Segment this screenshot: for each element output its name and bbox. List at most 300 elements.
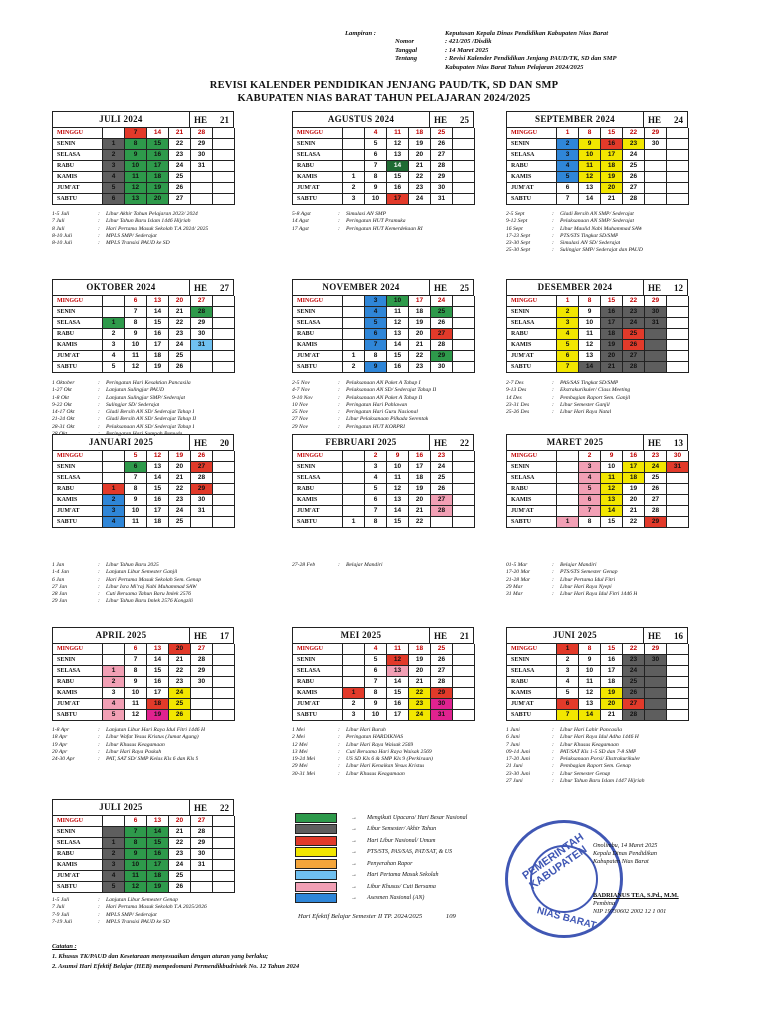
signature-block: Onolimbu, 14 Maret 2025 Kepala Dinas Pendidikan Kabupaten Nias Barat BADRIANUS TEA, S.Pd., M.M. Pembina NIP 19730602 2002 12 1 001 <box>593 842 679 915</box>
date-cell: 28 <box>431 506 453 517</box>
date-cell <box>343 318 365 329</box>
date-cell: 19 <box>147 710 169 721</box>
date-cell: 12 <box>387 318 409 329</box>
month-name: JANUARI 2025 <box>88 437 154 447</box>
date-cell: 15 <box>387 172 409 183</box>
date-cell: 24 <box>623 666 645 677</box>
date-cell: 31 <box>431 710 453 721</box>
date-cell <box>343 495 365 506</box>
date-cell: 4 <box>579 473 601 484</box>
date-cell: 27 <box>431 329 453 340</box>
date-cell: 4 <box>365 128 387 139</box>
date-cell: 20 <box>409 150 431 161</box>
day-label: JUM'AT <box>293 183 343 194</box>
date-cell <box>453 161 475 172</box>
event-item: 8-10 Juli : MPLS SMP/ Sederajat <box>52 232 157 239</box>
date-cell <box>213 816 235 827</box>
day-label: SABTU <box>53 517 103 528</box>
date-cell: 18 <box>409 128 431 139</box>
date-cell <box>667 150 689 161</box>
date-cell: 1 <box>103 484 125 495</box>
date-cell: 17 <box>387 710 409 721</box>
date-cell: 14 <box>147 307 169 318</box>
day-label: SABTU <box>293 710 343 721</box>
date-cell: 6 <box>579 495 601 506</box>
day-label: KAMIS <box>53 860 103 871</box>
date-cell: 28 <box>623 194 645 205</box>
date-cell: 20 <box>169 462 191 473</box>
date-cell <box>103 296 125 307</box>
date-cell: 6 <box>125 462 147 473</box>
date-cell: 30 <box>667 451 689 462</box>
date-cell <box>667 307 689 318</box>
date-cell: 8 <box>579 128 601 139</box>
date-cell <box>453 150 475 161</box>
date-cell: 30 <box>191 849 213 860</box>
date-cell <box>645 710 667 721</box>
date-cell: 28 <box>431 161 453 172</box>
date-cell: 17 <box>387 194 409 205</box>
month-name: JULI 2024 <box>99 114 143 124</box>
event-list <box>292 727 532 778</box>
date-cell: 25 <box>431 128 453 139</box>
month-name: JUNI 2025 <box>553 630 597 640</box>
date-cell: 27 <box>623 351 645 362</box>
date-cell: 19 <box>409 655 431 666</box>
event-item: 1-5 Juli : Libur Akhir Tahun Pelajaran 2023/ 2024 <box>52 211 198 217</box>
date-cell: 24 <box>169 860 191 871</box>
day-label: SENIN <box>293 307 343 318</box>
date-cell: 4 <box>557 161 579 172</box>
day-label: SABTU <box>507 710 557 721</box>
date-cell: 3 <box>343 710 365 721</box>
date-cell: 20 <box>601 183 623 194</box>
date-cell: 27 <box>191 816 213 827</box>
date-cell <box>213 307 235 318</box>
date-cell: 7 <box>125 655 147 666</box>
event-item: 2-5 Nov : Pelaksanaan AN Paket A Tahap I <box>292 380 421 386</box>
date-cell: 28 <box>191 827 213 838</box>
date-cell: 2 <box>343 183 365 194</box>
date-cell: 27 <box>191 462 213 473</box>
date-cell: 8 <box>125 666 147 677</box>
date-cell: 24 <box>409 194 431 205</box>
date-cell: 19 <box>601 340 623 351</box>
date-cell <box>645 150 667 161</box>
date-cell: 28 <box>623 710 645 721</box>
date-cell <box>557 473 579 484</box>
date-cell <box>343 666 365 677</box>
date-cell: 21 <box>601 362 623 373</box>
date-cell <box>453 318 475 329</box>
date-cell <box>213 871 235 882</box>
date-cell: 8 <box>365 351 387 362</box>
date-cell <box>667 710 689 721</box>
date-cell <box>667 128 689 139</box>
date-cell <box>213 296 235 307</box>
month-calendar <box>52 799 234 893</box>
date-cell: 16 <box>147 150 169 161</box>
date-cell: 14 <box>147 655 169 666</box>
event-item: 1 Oktober : Peringatan Hari Kesaktian Pancasila <box>52 380 191 386</box>
date-cell <box>103 462 125 473</box>
date-cell <box>453 462 475 473</box>
date-cell <box>667 139 689 150</box>
date-cell <box>213 688 235 699</box>
event-list <box>292 380 532 431</box>
day-label: SABTU <box>53 194 103 205</box>
date-cell <box>667 351 689 362</box>
date-cell: 18 <box>409 644 431 655</box>
date-cell <box>453 307 475 318</box>
date-cell: 23 <box>623 139 645 150</box>
date-cell: 29 <box>645 644 667 655</box>
legend-swatch <box>295 824 337 834</box>
date-cell: 14 <box>579 710 601 721</box>
event-list <box>52 211 292 247</box>
date-cell: 25 <box>623 677 645 688</box>
date-cell <box>191 882 213 893</box>
date-cell: 24 <box>623 150 645 161</box>
date-cell: 16 <box>601 139 623 150</box>
date-cell <box>103 473 125 484</box>
date-cell <box>667 473 689 484</box>
date-cell: 9 <box>387 451 409 462</box>
event-list <box>52 727 292 763</box>
date-cell <box>645 161 667 172</box>
date-cell <box>453 517 475 528</box>
date-cell <box>191 351 213 362</box>
date-cell: 30 <box>191 150 213 161</box>
day-label: KAMIS <box>507 340 557 351</box>
date-cell <box>343 161 365 172</box>
date-cell <box>557 495 579 506</box>
event-item: 21 Juni : Pembagian Raport Sem. Genap <box>506 763 631 770</box>
date-cell <box>453 172 475 183</box>
date-cell: 2 <box>103 329 125 340</box>
day-label: KAMIS <box>293 688 343 699</box>
date-cell: 13 <box>579 183 601 194</box>
date-cell <box>667 484 689 495</box>
date-cell: 3 <box>103 860 125 871</box>
date-cell: 1 <box>343 172 365 183</box>
day-label: KAMIS <box>53 495 103 506</box>
event-item: 7 Juli : Hari Pertama Masuk Sekolah T.A 2025/2026 <box>52 904 207 911</box>
event-item: 23-31 Des : Libur Semester Ganjil <box>506 401 610 408</box>
date-cell <box>453 655 475 666</box>
date-cell: 10 <box>387 462 409 473</box>
date-cell: 17 <box>147 688 169 699</box>
date-cell <box>557 451 579 462</box>
date-cell: 25 <box>169 172 191 183</box>
date-cell: 16 <box>147 849 169 860</box>
date-cell: 21 <box>409 506 431 517</box>
date-cell: 19 <box>169 451 191 462</box>
date-cell: 7 <box>365 677 387 688</box>
month-calendar <box>506 434 688 528</box>
event-item: 1 Juni : Libur Hari Lahir Pancasila <box>506 727 623 733</box>
day-label: RABU <box>293 161 343 172</box>
date-cell <box>453 495 475 506</box>
date-cell: 26 <box>645 484 667 495</box>
date-cell: 5 <box>103 882 125 893</box>
date-cell: 4 <box>557 329 579 340</box>
month-name: AGUSTUS 2024 <box>327 114 395 124</box>
date-cell: 19 <box>409 318 431 329</box>
date-cell: 1 <box>343 517 365 528</box>
date-cell: 26 <box>623 688 645 699</box>
date-cell: 4 <box>365 644 387 655</box>
date-cell <box>213 849 235 860</box>
date-cell: 18 <box>147 871 169 882</box>
day-label: SELASA <box>293 473 343 484</box>
date-cell: 22 <box>409 172 431 183</box>
date-cell: 5 <box>365 318 387 329</box>
date-cell: 10 <box>125 506 147 517</box>
date-cell: 11 <box>125 517 147 528</box>
month-name: APRIL 2025 <box>95 630 147 640</box>
date-cell: 2 <box>103 495 125 506</box>
day-label: KAMIS <box>507 172 557 183</box>
date-cell: 16 <box>387 362 409 373</box>
day-label: SELASA <box>507 473 557 484</box>
date-cell: 26 <box>169 362 191 373</box>
day-label: SENIN <box>53 655 103 666</box>
date-cell: 23 <box>645 451 667 462</box>
event-item: 24-30 Apr : PAT, SAT SD/ SMP Kelas Kls 6 dan Kls 9 <box>52 756 199 763</box>
date-cell: 30 <box>191 495 213 506</box>
date-cell <box>213 183 235 194</box>
date-cell: 2 <box>557 655 579 666</box>
date-cell: 16 <box>601 655 623 666</box>
date-cell: 29 <box>645 128 667 139</box>
date-cell: 2 <box>365 451 387 462</box>
event-list <box>506 380 746 416</box>
date-cell: 28 <box>623 362 645 373</box>
date-cell: 17 <box>409 462 431 473</box>
date-cell <box>213 139 235 150</box>
effective-days: HE 17 <box>189 628 233 643</box>
date-cell <box>453 666 475 677</box>
date-cell: 23 <box>623 307 645 318</box>
date-cell <box>213 484 235 495</box>
date-cell <box>645 340 667 351</box>
day-label: JUM'AT <box>507 351 557 362</box>
date-cell <box>645 362 667 373</box>
date-cell: 21 <box>409 677 431 688</box>
date-cell <box>453 329 475 340</box>
date-cell: 14 <box>387 161 409 172</box>
effective-days: HE 21 <box>429 628 473 643</box>
legend-swatch <box>295 893 337 903</box>
day-label: SABTU <box>53 710 103 721</box>
date-cell: 11 <box>125 699 147 710</box>
month-calendar <box>292 111 474 205</box>
date-cell: 24 <box>169 340 191 351</box>
month-name: MARET 2025 <box>546 437 604 447</box>
date-cell: 9 <box>579 139 601 150</box>
date-cell <box>453 139 475 150</box>
date-cell: 12 <box>579 688 601 699</box>
notes: Catatan : 1. Khusus TK/PAUD dan Kesetaraan menyesuaikan dengan aturan yang berlaku; 2. Asumsi Hari Efektif Belajar (HEB) mempedomani Permendikbudristek No. 12 Tahun 2024 <box>52 943 300 970</box>
date-cell: 4 <box>103 172 125 183</box>
date-cell: 14 <box>147 128 169 139</box>
effective-days: HE 25 <box>429 280 473 295</box>
date-cell: 26 <box>169 183 191 194</box>
date-cell: 12 <box>387 139 409 150</box>
date-cell: 3 <box>343 194 365 205</box>
date-cell <box>667 318 689 329</box>
date-cell <box>343 150 365 161</box>
day-label: SENIN <box>507 307 557 318</box>
date-cell: 12 <box>579 172 601 183</box>
event-list <box>506 562 746 598</box>
day-label: SENIN <box>293 655 343 666</box>
date-cell: 1 <box>103 666 125 677</box>
date-cell: 4 <box>103 699 125 710</box>
date-cell: 16 <box>409 451 431 462</box>
date-cell <box>453 340 475 351</box>
day-label: SABTU <box>293 362 343 373</box>
date-cell <box>343 329 365 340</box>
date-cell: 3 <box>103 688 125 699</box>
date-cell: 23 <box>169 495 191 506</box>
date-cell: 11 <box>125 172 147 183</box>
date-cell <box>667 362 689 373</box>
event-item: 27 Nov : Libur Pelaksanaan Pilkada Serentak <box>292 416 429 423</box>
month-calendar <box>506 111 688 205</box>
date-cell: 23 <box>169 677 191 688</box>
legend-swatch <box>295 836 337 846</box>
date-cell: 20 <box>601 699 623 710</box>
date-cell: 13 <box>387 666 409 677</box>
month-calendar <box>506 627 688 721</box>
page-title: REVISI KALENDER PENDIDIKAN JENJANG PAUD/TK, SD DAN SMP <box>209 80 559 91</box>
event-list <box>292 562 532 569</box>
event-item: 23-30 Juni : Libur Semester Genap <box>506 770 611 777</box>
date-cell: 2 <box>103 677 125 688</box>
event-item: 30-31 Mei : Libur Khusus Keagamaan <box>292 770 405 777</box>
date-cell: 14 <box>387 677 409 688</box>
day-label: SELASA <box>507 150 557 161</box>
date-cell <box>453 506 475 517</box>
date-cell <box>191 517 213 528</box>
legend-swatch <box>295 882 337 892</box>
date-cell: 27 <box>191 296 213 307</box>
date-cell: 23 <box>169 150 191 161</box>
date-cell <box>103 451 125 462</box>
day-label: JUM'AT <box>53 506 103 517</box>
date-cell: 8 <box>125 484 147 495</box>
date-cell: 6 <box>365 329 387 340</box>
date-cell <box>343 644 365 655</box>
day-label: MINGGU <box>293 644 343 655</box>
date-cell: 16 <box>387 699 409 710</box>
date-cell: 10 <box>365 194 387 205</box>
date-cell: 15 <box>601 296 623 307</box>
date-cell: 13 <box>147 816 169 827</box>
date-cell: 12 <box>125 362 147 373</box>
date-cell: 29 <box>431 688 453 699</box>
date-cell: 12 <box>125 183 147 194</box>
day-label: SENIN <box>53 462 103 473</box>
date-cell: 21 <box>169 473 191 484</box>
event-list <box>506 727 746 785</box>
date-cell: 25 <box>623 161 645 172</box>
date-cell: 21 <box>169 128 191 139</box>
date-cell: 25 <box>169 699 191 710</box>
day-label: RABU <box>53 329 103 340</box>
date-cell: 25 <box>431 473 453 484</box>
date-cell: 5 <box>365 139 387 150</box>
event-item: 19-24 Mei : US SD Kls 6 & SMP Kls 9 (Perkiraan) <box>292 756 433 763</box>
date-cell: 9 <box>365 183 387 194</box>
date-cell: 10 <box>579 666 601 677</box>
month-calendar <box>52 111 234 205</box>
date-cell: 8 <box>125 838 147 849</box>
date-cell: 21 <box>623 506 645 517</box>
date-cell: 10 <box>579 150 601 161</box>
date-cell: 13 <box>579 699 601 710</box>
day-label: RABU <box>507 329 557 340</box>
date-cell: 8 <box>125 318 147 329</box>
date-cell <box>213 699 235 710</box>
date-cell: 18 <box>601 161 623 172</box>
date-cell: 4 <box>103 871 125 882</box>
event-item: 23-30 Sept : Simulasi AN SD/ Sederajat <box>506 240 621 247</box>
date-cell <box>453 296 475 307</box>
legend-item: → Penyerahan Rapor <box>295 858 515 870</box>
month-calendar <box>506 279 688 373</box>
date-cell: 29 <box>191 838 213 849</box>
event-item: 19 Apr : Libur Khusus Keagamaan <box>52 741 165 748</box>
date-cell: 7 <box>557 362 579 373</box>
date-cell <box>191 194 213 205</box>
day-label: SABTU <box>507 517 557 528</box>
day-label: SELASA <box>293 150 343 161</box>
month-name: NOVEMBER 2024 <box>322 282 400 292</box>
date-cell: 2 <box>579 451 601 462</box>
date-cell: 12 <box>601 484 623 495</box>
date-cell: 18 <box>623 473 645 484</box>
date-cell: 11 <box>601 473 623 484</box>
date-cell <box>343 655 365 666</box>
date-cell <box>453 484 475 495</box>
date-cell: 22 <box>623 644 645 655</box>
date-cell: 25 <box>623 329 645 340</box>
day-label: SENIN <box>293 139 343 150</box>
day-label: RABU <box>507 161 557 172</box>
date-cell: 15 <box>147 139 169 150</box>
date-cell: 10 <box>387 296 409 307</box>
date-cell: 3 <box>557 318 579 329</box>
date-cell: 27 <box>431 495 453 506</box>
day-label: KAMIS <box>53 172 103 183</box>
effective-days: HE 13 <box>643 435 687 450</box>
date-cell: 24 <box>169 688 191 699</box>
month-name: FEBRUARI 2025 <box>325 437 397 447</box>
date-cell <box>191 688 213 699</box>
date-cell: 11 <box>387 128 409 139</box>
date-cell <box>103 655 125 666</box>
date-cell <box>213 644 235 655</box>
event-item: 01-5 Mar : Belajar Mandiri <box>506 562 597 568</box>
date-cell: 16 <box>601 307 623 318</box>
date-cell: 24 <box>169 161 191 172</box>
date-cell: 3 <box>365 462 387 473</box>
date-cell: 14 <box>387 340 409 351</box>
day-label: RABU <box>293 677 343 688</box>
